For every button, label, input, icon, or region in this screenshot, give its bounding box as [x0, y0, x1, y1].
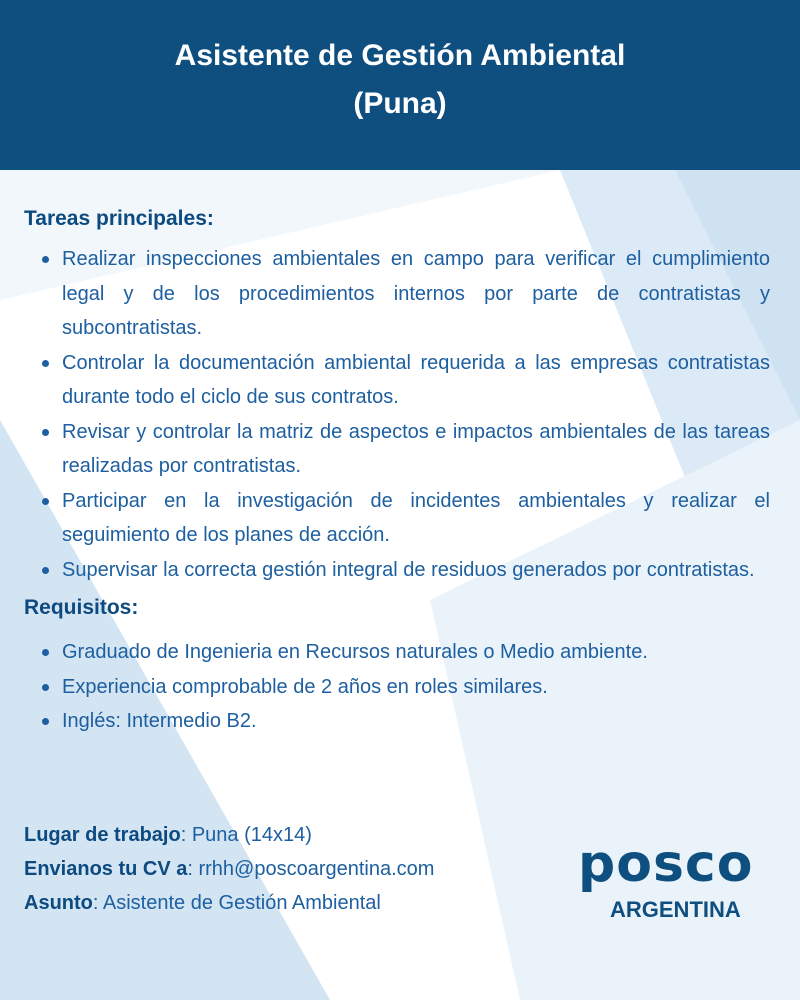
cv-label: Envianos tu CV a [24, 858, 188, 880]
bullet-icon [42, 567, 49, 574]
location-label: Lugar de trabajo [24, 824, 181, 846]
bullet-icon [42, 256, 49, 263]
location-line [24, 818, 434, 852]
bullet-icon [42, 649, 49, 656]
title-line-2: (Puna) [353, 87, 447, 120]
list-item: Controlar la documentación ambiental requerida a las empresas contratistas durante todo el ciclo de sus contratos. [24, 346, 770, 415]
list-item: Experiencia comprobable de 2 años en roles similares. [24, 670, 770, 705]
requirements-heading: Requisitos: [24, 596, 139, 619]
contact-info [24, 818, 434, 920]
bullet-icon [42, 360, 49, 367]
cv-line [24, 852, 434, 886]
subject-value: : Asistente de Gestión Ambiental [92, 892, 381, 914]
title-line-1: Asistente de Gestión Ambiental [174, 39, 626, 72]
posco-argentina-logo [570, 834, 770, 930]
list-item: Realizar inspecciones ambientales en campo para verificar el cumplimiento legal y de los procedimientos internos por parte de contratistas y subcontratistas. [24, 242, 770, 346]
cv-email[interactable]: : rrhh@poscoargentina.com [187, 858, 435, 880]
list-item: Supervisar la correcta gestión integral de residuos generados por contratistas. [24, 553, 770, 588]
list-item: Inglés: Intermedio B2. [24, 704, 770, 739]
list-item: Revisar y controlar la matriz de aspectos e impactos ambientales de las tareas realizadas por contratistas. [24, 415, 770, 484]
bullet-icon [42, 498, 49, 505]
bullet-icon [42, 429, 49, 436]
logo-wordmark: posco [578, 834, 754, 894]
requirements-list [24, 635, 770, 739]
list-item: Graduado de Ingenieria en Recursos naturales o Medio ambiente. [24, 635, 770, 670]
subject-label: Asunto [24, 892, 93, 914]
tasks-heading: Tareas principales: [24, 207, 214, 230]
list-item: Participar en la investigación de incidentes ambientales y realizar el seguimiento de los planes de acción. [24, 484, 770, 553]
bullet-icon [42, 718, 49, 725]
header-banner [0, 0, 800, 170]
bullet-icon [42, 684, 49, 691]
location-value: : Puna (14x14) [180, 824, 312, 846]
page-title [0, 32, 800, 128]
job-content [24, 202, 770, 739]
tasks-list [24, 242, 770, 587]
logo-subtitle: ARGENTINA [610, 897, 741, 922]
subject-line [24, 886, 434, 920]
